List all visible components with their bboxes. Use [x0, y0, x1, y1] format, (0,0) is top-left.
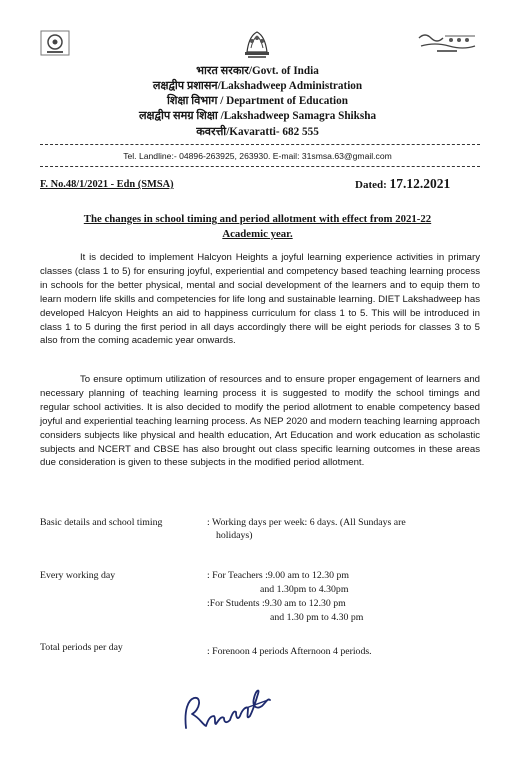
header-divider-top [40, 144, 480, 145]
value-working-days-cont: holidays) [216, 530, 253, 541]
date-value: 17.12.2021 [389, 176, 451, 191]
value-teachers-morning: : For Teachers :9.00 am to 12.30 pm [207, 570, 349, 581]
header-department: शिक्षा विभाग / Department of Education [167, 95, 348, 107]
samagra-shiksha-logo [415, 30, 479, 60]
subject-line-1: The changes in school timing and period allotment with effect from 2021-22 [83, 213, 432, 225]
date-label: Dated: [355, 179, 387, 191]
paragraph-halcyon-heights: It is decided to implement Halcyon Heights a joyful learning experience activities in primary classes (class 1 to 5) for ensuring joyful, experiential and competency based teaching learning process in schools for the better physical, mental and social development of the learners and to equip them to learn modern life skills and competencies for life long and sustainable learning. DIET Lakshadweep has developed Halcyon Heights an aid to happiness curriculum for class 1 to 5. This will be introduced in class 1 to 5 during the first period in all days accordingly there will be eight periods for classes 3 to 5 also from the coming academic year onwards. [40, 252, 480, 347]
signature [176, 680, 276, 740]
header-divider-bottom [40, 166, 480, 167]
value-working-days: : Working days per week: 6 days. (All Sundays are [207, 517, 406, 528]
left-logo [38, 28, 72, 58]
header-address: कवरत्ती/Kavaratti- 682 555 [196, 126, 319, 138]
value-students-afternoon: and 1.30 pm to 4.30 pm [270, 612, 364, 623]
paragraph-optimum-utilization: To ensure optimum utilization of resources and to ensure proper engagement of learners and necessary planning of teaching learning process it is suggested to modify the school timings and regular school activities. It is also decided to modify the period allotment to enable competency based joyful and experiential teaching learning process. As NEP 2020 and modern teaching learning approach considers subjects like physical and health education, Art Education and work education as scholastic subjects and NCERT and CBSE has also brought out class specific learning outcomes in these areas due consideration is given to these subjects in the modified period allotment. [40, 374, 480, 469]
file-number: F. No.48/1/2021 - Edn (SMSA) [40, 179, 174, 190]
value-total-periods: : Forenoon 4 periods Afternoon 4 periods. [207, 646, 372, 657]
label-basic-details: Basic details and school timing [40, 517, 163, 528]
subject-line-2: Academic year. [222, 228, 293, 240]
contact-line: Tel. Landline:- 04896-263925, 263930. E-mail: 31smsa.63@gmail.com [123, 151, 392, 161]
national-emblem-icon [237, 26, 277, 60]
header-administration: लक्षद्वीप प्रशासन/Lakshadweep Administration [152, 80, 363, 92]
header-govt: भारत सरकार/Govt. of India [196, 65, 319, 77]
label-every-working-day: Every working day [40, 570, 116, 581]
label-total-periods: Total periods per day [40, 642, 123, 653]
value-teachers-afternoon: and 1.30pm to 4.30pm [260, 584, 349, 595]
date-line [355, 176, 450, 192]
value-students-morning: :For Students :9.30 am to 12.30 pm [207, 598, 346, 609]
header-samagra-shiksha: लक्षद्वीप समग्र शिक्षा /Lakshadweep Samagra Shiksha [138, 110, 377, 122]
